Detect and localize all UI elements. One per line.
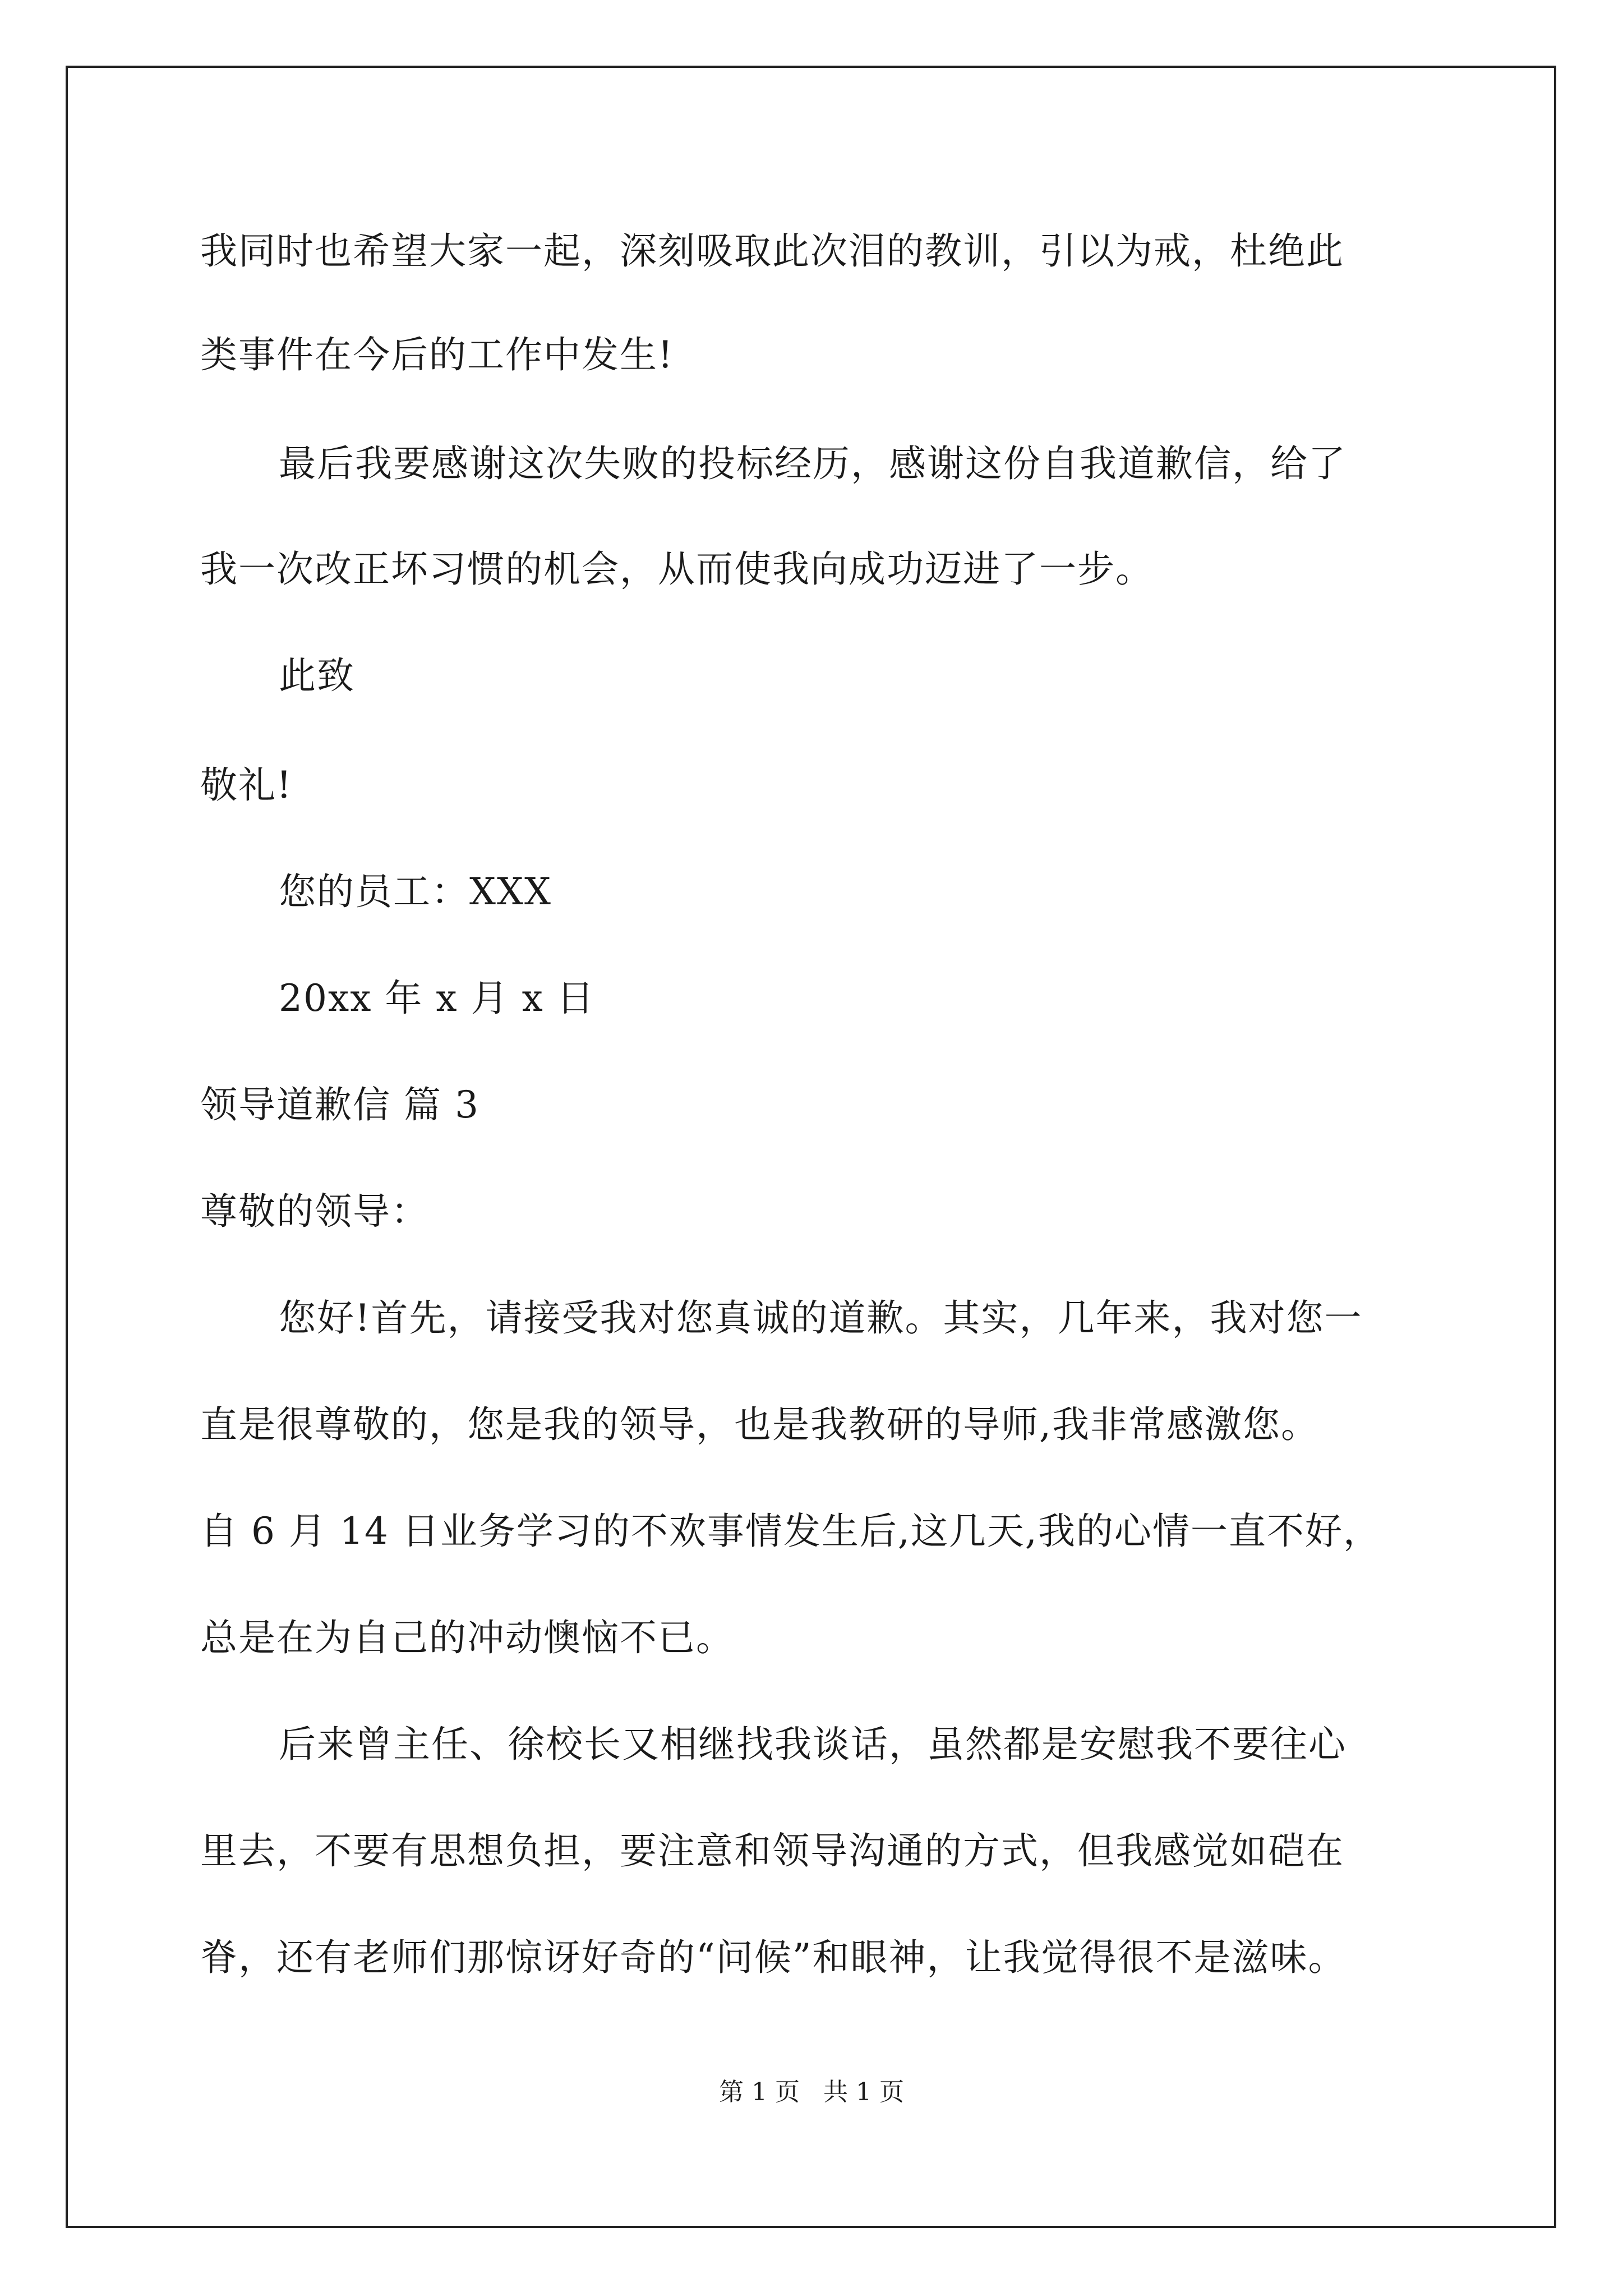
text-line: 您的员工：XXX [279,870,552,913]
page-footer: 第 1 页 共 1 页 [719,2078,904,2106]
text-line: 后来曾主任、徐校长又相继找我谈话，虽然都是安慰我不要往心 [279,1723,1347,1766]
text-line: 自 6 月 14 日业务学习的不欢事情发生后,这几天,我的心情一直不好， [200,1510,1381,1553]
text-line: 敬礼! [200,763,293,807]
text-line: 直是很尊敬的，您是我的领导，也是我教研的导师,我非常感激您。 [200,1403,1319,1446]
text-line: 类事件在今后的工作中发生! [200,333,674,376]
text-line: 我同时也希望大家一起，深刻吸取此次泪的教训，引以为戒，杜绝此 [200,229,1344,273]
text-line: 里去，不要有思想负担，要注意和领导沟通的方式，但我感觉如硙在 [200,1829,1344,1872]
text-line: 我一次改正坏习惯的机会，从而使我向成功迈进了一步。 [200,547,1154,591]
text-line: 最后我要感谢这次失败的投标经历，感谢这份自我道歉信，给了 [279,442,1347,485]
text-line: 您好!首先，请接受我对您真诚的道歉。其实，几年来，我对您一 [279,1296,1363,1340]
text-line: 此致 [279,654,355,697]
section-heading: 领导道歉信 篇 3 [200,1083,479,1126]
text-line: 脊，还有老师们那惊讶好奇的“问候”和眼神，让我觉得很不是滋味。 [200,1936,1347,1979]
salutation: 尊敬的领导： [200,1190,429,1233]
text-line: 20xx 年 x 月 x 日 [279,977,595,1020]
text-line: 总是在为自己的冲动懊恼不已。 [200,1616,734,1659]
page-border [66,66,1556,2228]
